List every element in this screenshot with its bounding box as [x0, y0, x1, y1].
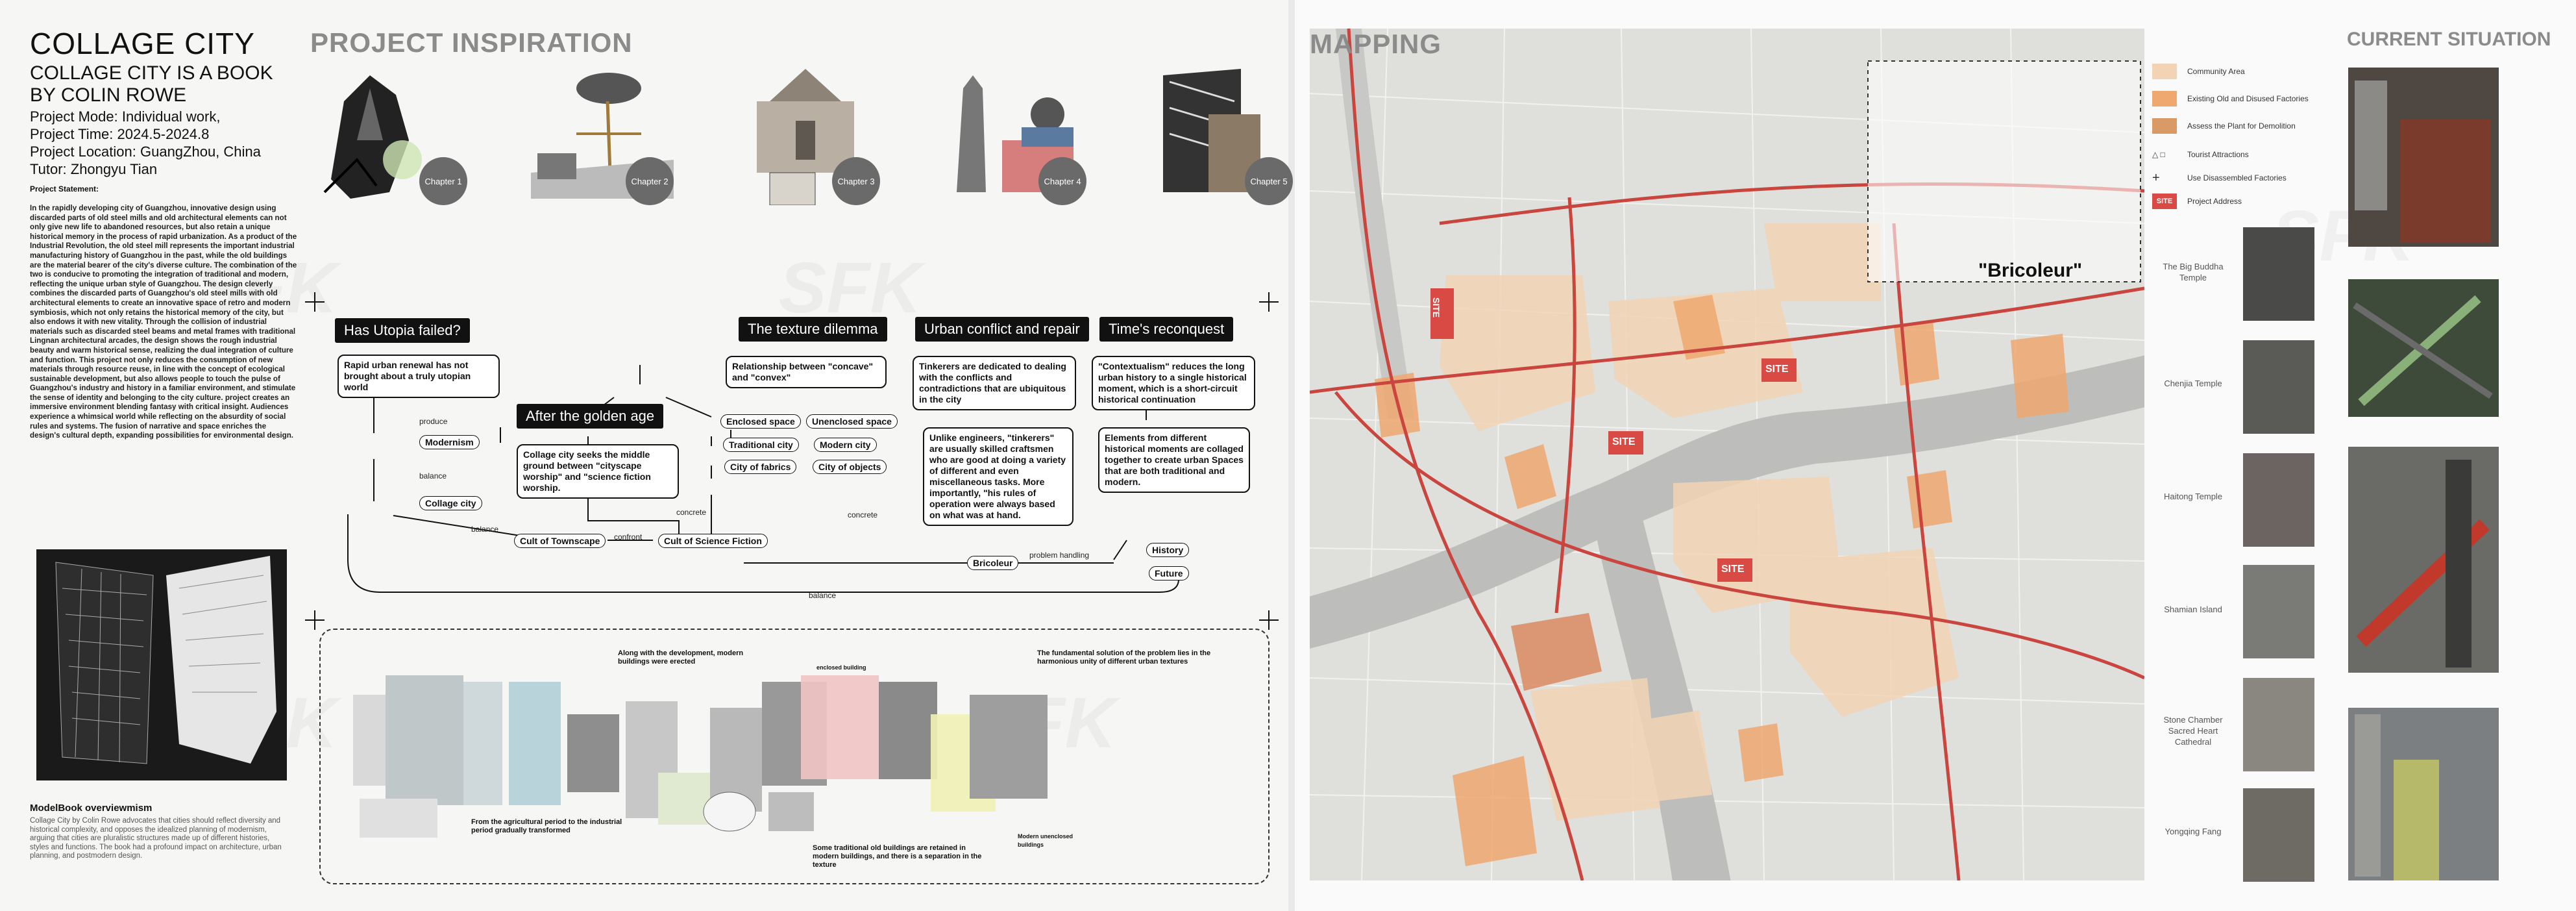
legend-swatch [2152, 118, 2177, 134]
site-label-chenjia: Chenjia Temple [2164, 379, 2222, 388]
chapter-2-badge: Chapter 2 [626, 157, 674, 205]
current-photo-2-graphic [2348, 279, 2499, 417]
site-map [1310, 29, 2144, 880]
model-photo [36, 549, 287, 780]
site-thumb-shamian [2243, 565, 2314, 658]
box-elements: Elements from different historical moments are collaged together to create urban Spaces that are both traditional and modern. [1098, 427, 1250, 493]
pill-modernism: Modernism [419, 435, 480, 449]
legend-old-factories [2152, 91, 2309, 106]
site-thumb-big-buddha [2243, 227, 2314, 321]
legend-label: Tourist Attractions [2187, 150, 2249, 159]
statement-text: In the rapidly developing city of Guangzhou, innovative design using discarded parts of old steel mills and old architectural elements can not only give new life to abandoned resources, but also retain a unique historical memory in the process of rapid urbanization. As a product of the Industrial Revolution, the old steel mill represents the important industrial manufacturing history of Guangzhou in the past, while the old buildings are the material bearer of the city's diverse culture. The combination of the two is conducive to promoting the integration of traditional and modern, reflecting the unique urban style of Guangzhou. The design cleverly combines the discarded parts of Guangzhou's old steel mills with old architectural elements to create an innovative space of retro and modern symbiosis, which not only retains the historical memory of the city, but also endows it with new vitality. Through the collision of industrial materials such as discarded steel beams and metal frames with traditional Lingnan architectural arcades, the design shows the rough industrial beauty and warm historical sense, realizing the dual integration of culture and function. This project not only reduces the consumption of new materials through resource reuse, in line with the concept of ecological sustainable development, but also allows people to touch the pulse of Guangzhou's industry and history in a familiar environment, and stimulate the sense of identity and belonging to the city culture. project creates an immersive environment blending fantasy with critical insight. Audiences experience a whimsical world while reflecting on the absurdity of social rules and systems. The fusion of narrative and space enriches the design's cultural depth, expanding possibilities for environmental design. [30, 204, 297, 440]
legend-tourist-attractions [2152, 147, 2249, 162]
texture-collage-graphic [347, 643, 1242, 870]
header-utopia: Has Utopia failed? [335, 318, 470, 343]
pill-unenclosed-space: Unenclosed space [806, 414, 898, 429]
site-thumb-chenjia [2243, 340, 2314, 434]
caption-harmonious-unity: The fundamental solution of the problem lies in the harmonious unity of different urban textures [1037, 649, 1211, 666]
site-marker-3: SITE [1612, 436, 1636, 447]
model-photo-graphic [36, 549, 287, 780]
project-subtitle: COLLAGE CITY IS A BOOK BY COLIN ROWE [30, 62, 273, 106]
pill-bricoleur: Bricoleur [967, 556, 1018, 570]
site-thumb-cathedral [2243, 678, 2314, 771]
site-marker-2: SITE [1765, 364, 1789, 375]
bricoleur-label: "Bricoleur" [1978, 260, 2083, 281]
box-rapid-renewal: Rapid urban renewal has not brought about a truly utopian world [337, 355, 500, 398]
caption-agricultural: From the agricultural period to the industrial period gradually transformed [471, 818, 622, 834]
label-balance-3: balance [809, 591, 837, 600]
project-time: Project Time: 2024.5-2024.8 [30, 126, 210, 142]
legend-label: Assess the Plant for Demolition [2187, 121, 2296, 131]
site-map-graphic [1310, 29, 2144, 880]
project-location: Project Location: GuangZhou, China [30, 144, 261, 160]
box-tinkerers: Tinkerers are dedicated to dealing with the conflicts and contradictions that are ubiquitous in the city [913, 356, 1076, 410]
site-label-shamian: Shamian Island [2164, 605, 2222, 614]
site-marker-1: SITE [1431, 297, 1441, 318]
legend-swatch [2152, 64, 2177, 79]
model-text: Collage City by Colin Rowe advocates that cities should reflect diversity and historical complexity, and opposes the idealized planning of modernism, arguing that cities are pluralistic structures made up of different histories, styles and functions. The book had a profound impact on architecture, urban planning, and postmodern design. [30, 817, 282, 860]
pill-modern-city: Modern city [814, 438, 877, 452]
current-photo-1-graphic [2348, 68, 2499, 247]
legend-disassembled [2152, 170, 2287, 186]
texture-evolution-box [319, 629, 1270, 884]
legend-community-area [2152, 64, 2245, 79]
pill-future: Future [1149, 566, 1189, 580]
current-photo-1 [2348, 68, 2499, 247]
chapter-5-card [1144, 62, 1299, 205]
caption-modern-unenclosed: Modern unenclosed buildings [1018, 833, 1073, 848]
pill-traditional-city: Traditional city [723, 438, 799, 452]
statement-heading: Project Statement: [30, 184, 99, 193]
label-concrete-1: concrete [676, 508, 707, 517]
label-confront: confront [614, 532, 643, 542]
legend-label: Use Disassembled Factories [2187, 173, 2287, 182]
legend-swatch [2152, 91, 2177, 106]
project-mode: Project Mode: Individual work, [30, 108, 221, 125]
box-unlike-engineers: Unlike engineers, "tinkerers" are usually skilled craftsmen who are good at doing a variety of different and even miscellaneous tasks. More importantly, "his rules of operation were always based on what was at hand. [923, 427, 1073, 526]
project-tutor: Tutor: Zhongyu Tian [30, 161, 158, 177]
triangle-square-icon: △ □ [2152, 150, 2165, 159]
chapter-3-card [731, 62, 887, 205]
header-conflict: Urban conflict and repair [915, 317, 1089, 342]
inspiration-heading: PROJECT INSPIRATION [310, 27, 633, 58]
box-relationship: Relationship between "concave" and "convex" [726, 356, 887, 388]
label-balance-1: balance [419, 471, 447, 480]
site-label-big-buddha: The Big Buddha Temple [2163, 262, 2224, 282]
legend-label: Existing Old and Disused Factories [2187, 94, 2309, 103]
pill-collage-city: Collage city [419, 496, 482, 510]
chapter-4-card [937, 62, 1093, 205]
legend-site-swatch: SITE [2152, 193, 2177, 209]
pill-history: History [1146, 543, 1189, 557]
pill-city-of-fabrics: City of fabrics [724, 460, 796, 474]
chapter-2-card [524, 62, 680, 205]
legend-label: Project Address [2187, 197, 2242, 206]
model-heading: ModelBook overviewmism [30, 803, 153, 814]
chapter-1-card [318, 62, 474, 205]
plus-icon: + [2152, 170, 2160, 185]
caption-modern-erected: Along with the development, modern buildings were erected [618, 649, 744, 666]
current-photo-3 [2348, 447, 2499, 673]
current-photo-3-graphic [2348, 447, 2499, 673]
site-label-yongqing: Yongqing Fang [2165, 827, 2222, 836]
chapter-3-badge: Chapter 3 [832, 157, 880, 205]
pill-cult-townscape: Cult of Townscape [514, 534, 606, 548]
label-problem-handling: problem handling [1029, 551, 1090, 560]
current-photo-2 [2348, 279, 2499, 417]
header-reconquest: Time's reconquest [1099, 317, 1233, 342]
site-thumb-haitong [2243, 453, 2314, 547]
project-title: COLLAGE CITY [30, 27, 255, 60]
header-golden-age: After the golden age [517, 404, 663, 429]
chapter-1-badge: Chapter 1 [419, 157, 467, 205]
chapter-5-badge: Chapter 5 [1245, 157, 1293, 205]
legend-project-address [2152, 193, 2242, 209]
project-meta [30, 108, 289, 178]
caption-enclosed-building: enclosed building [816, 664, 866, 671]
site-label-haitong: Haitong Temple [2163, 492, 2223, 501]
box-collage-seeks: Collage city seeks the middle ground between "cityscape worship" and "science fiction worship. [517, 444, 679, 499]
caption-retained-old: Some traditional old buildings are retained in modern buildings, and there is a separation in the texture [813, 844, 982, 869]
label-balance-2: balance [471, 525, 499, 534]
current-situation-heading: CURRENT SITUATION [2347, 29, 2551, 50]
label-concrete-2: concrete [848, 510, 878, 519]
site-label-cathedral: Stone Chamber Sacred Heart Cathedral [2163, 715, 2223, 747]
current-photo-4-graphic [2348, 708, 2499, 880]
site-thumb-yongqing [2243, 788, 2314, 882]
current-photo-4 [2348, 708, 2499, 880]
mapping-heading: MAPPING [1310, 29, 1442, 59]
pill-cult-scifi: Cult of Science Fiction [658, 534, 768, 548]
box-contextualism: "Contextualism" reduces the long urban history to a single historical moment, which is a short-circuit historical continuation [1092, 356, 1255, 410]
label-produce: produce [419, 417, 448, 426]
concept-diagram [315, 300, 1276, 612]
pill-enclosed-space: Enclosed space [720, 414, 801, 429]
pill-city-of-objects: City of objects [813, 460, 887, 474]
chapter-4-badge: Chapter 4 [1038, 157, 1086, 205]
header-texture: The texture dilemma [739, 317, 887, 342]
legend-demolition [2152, 118, 2296, 134]
site-marker-4: SITE [1721, 564, 1745, 575]
legend-label: Community Area [2187, 67, 2245, 76]
